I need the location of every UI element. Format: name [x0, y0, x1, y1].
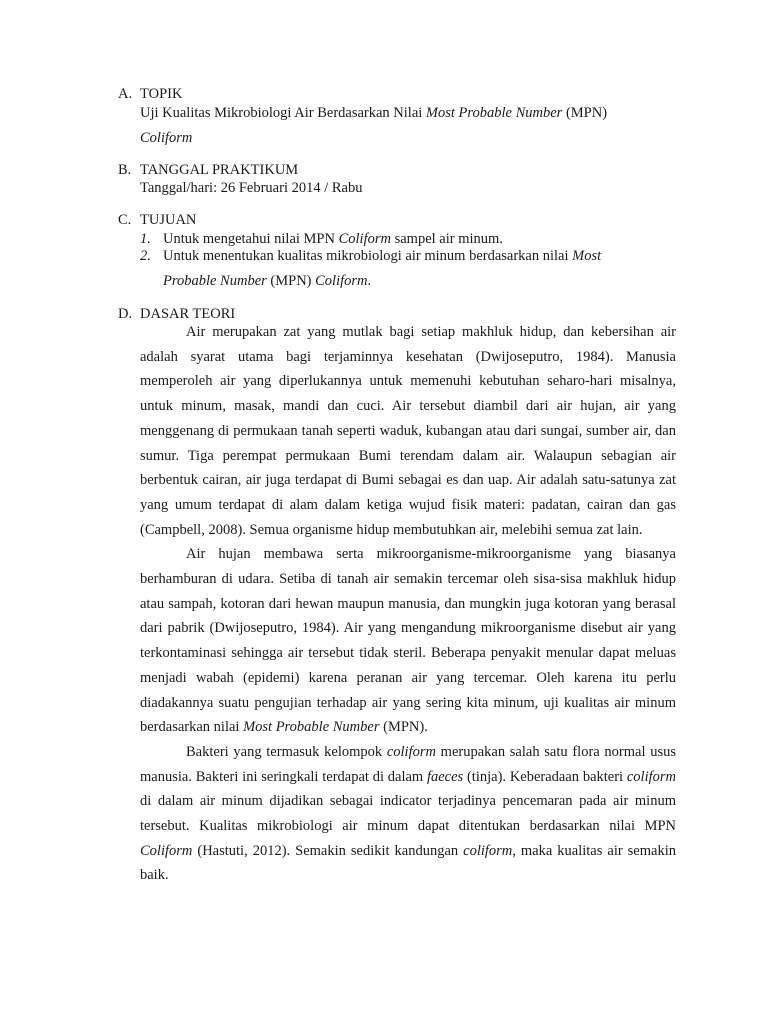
paragraph-text: merupakan salah satu flora normal usus manusia. Bakteri ini seringkali terdapat di dalam	[140, 743, 676, 785]
paragraph-text: (MPN).	[379, 719, 428, 736]
topic-title-text-end: (MPN)	[562, 105, 608, 121]
list-item-continuation	[163, 273, 371, 290]
section-letter: C.	[118, 212, 132, 228]
paragraph-italic: coliform	[626, 768, 676, 785]
paragraph-italic: Most Probable Number	[243, 719, 380, 736]
date-line: Tanggal/hari: 26 Februari 2014 / Rabu	[140, 180, 363, 196]
list-item-number: 2.	[140, 248, 151, 264]
body-text	[140, 320, 676, 888]
list-item-text-end: sampel air minum.	[390, 231, 503, 247]
list-item-text: Untuk menentukan kualitas mikrobiologi air minum berdasarkan nilai	[163, 248, 573, 264]
list-item-italic: Probable Number	[163, 273, 267, 289]
list-item-text-end: .	[367, 273, 372, 289]
paragraph-text: Bakteri yang termasuk kelompok	[186, 743, 387, 760]
paragraph-1: Air merupakan zat yang mutlak bagi setiap makhluk hidup, dan kebersihan air adalah syarat utama bagi terjaminnya kesehatan (Dwijoseputro, 1984). Manusia memperoleh air yang diperlukannya untuk memenuhi kebutuhan seharo-hari misalnya, untuk minum, masak, mandi dan cuci. Air tersebut diambil dari air hujan, air yang menggenang di permukaan tanah seperti waduk, kubangan atau dari sungai, sumber air, dan sumur. Tiga perempat permukaan Bumi terendam dalam air. Walaupun sebagian air berbentuk cairan, air juga terdapat di Bumi sebagai es dan uap. Air adalah satu-satunya zat yang umum terdapat di alam dalam ketiga wujud fisik materi: padatan, cairan dan gas (Campbell, 2008). Semua organisme hidup membutuhkan air, melebihi semua zat lain.	[140, 324, 676, 538]
paragraph-text: (Hastuti, 2012). Semakin sedikit kandungan	[192, 842, 464, 859]
section-letter: A.	[118, 86, 133, 102]
topic-title	[140, 105, 607, 122]
section-heading: TUJUAN	[140, 212, 197, 228]
section-letter: D.	[118, 306, 133, 322]
list-item-text: Untuk mengetahui nilai MPN	[163, 231, 339, 247]
topic-title-line2	[140, 130, 192, 147]
list-item	[163, 248, 601, 265]
paragraph-italic: faeces	[426, 768, 464, 785]
paragraph-text: Air hujan membawa serta mikroorganisme-mikroorganisme yang biasanya berhamburan di udara. Setiba di tanah air semakin tercemar oleh sisa-sisa makhluk hidup atau sampah, kotoran dari hewan maupun manusia, dan mungkin juga kotoran yang berasal dari pabrik (Dwijoseputro, 1984). Air yang mengandung mikroorganisme disebut air yang terkontaminasi sehingga air tersebut tidak steril. Beberapa penyakit menular dapat meluas menjadi wabah (epidemi) karena peranan air yang tercemar. Oleh karena itu perlu diadakannya suatu pengujian terhadap air yang sering kita minum, uji kualitas air minum berdasarkan nilai	[140, 546, 676, 736]
section-heading: DASAR TEORI	[140, 306, 236, 322]
paragraph-italic: coliform	[463, 842, 513, 859]
list-item-italic: Most	[572, 248, 602, 264]
paragraph-text: di dalam air minum dijadikan sebagai indicator terjadinya pencemaran pada air minum tersebut. Kualitas mikrobiologi air minum dapat ditentukan berdasarkan nilai MPN	[140, 793, 676, 835]
list-item-text: (MPN)	[266, 273, 316, 289]
paragraph-text: (tinja). Keberadaan bakteri	[463, 768, 627, 785]
section-heading: TOPIK	[140, 86, 183, 102]
list-item-italic: Coliform	[315, 273, 368, 289]
paragraph-2	[140, 542, 676, 740]
topic-title-italic: Most Probable Number	[425, 105, 563, 121]
topic-title-text: Uji Kualitas Mikrobiologi Air Berdasarkan Nilai	[140, 105, 426, 121]
list-item-number: 1.	[140, 231, 151, 247]
section-letter: B.	[118, 162, 132, 178]
paragraph-italic: Coliform	[140, 842, 193, 859]
topic-title-coliform: Coliform	[140, 130, 193, 146]
list-item	[163, 231, 503, 248]
paragraph-3	[140, 740, 676, 888]
section-heading: TANGGAL PRAKTIKUM	[140, 162, 299, 178]
list-item-italic: Coliform	[338, 231, 391, 247]
paragraph-italic: coliform	[386, 743, 436, 760]
paragraph-text: , maka kualitas air semakin baik.	[140, 842, 676, 884]
